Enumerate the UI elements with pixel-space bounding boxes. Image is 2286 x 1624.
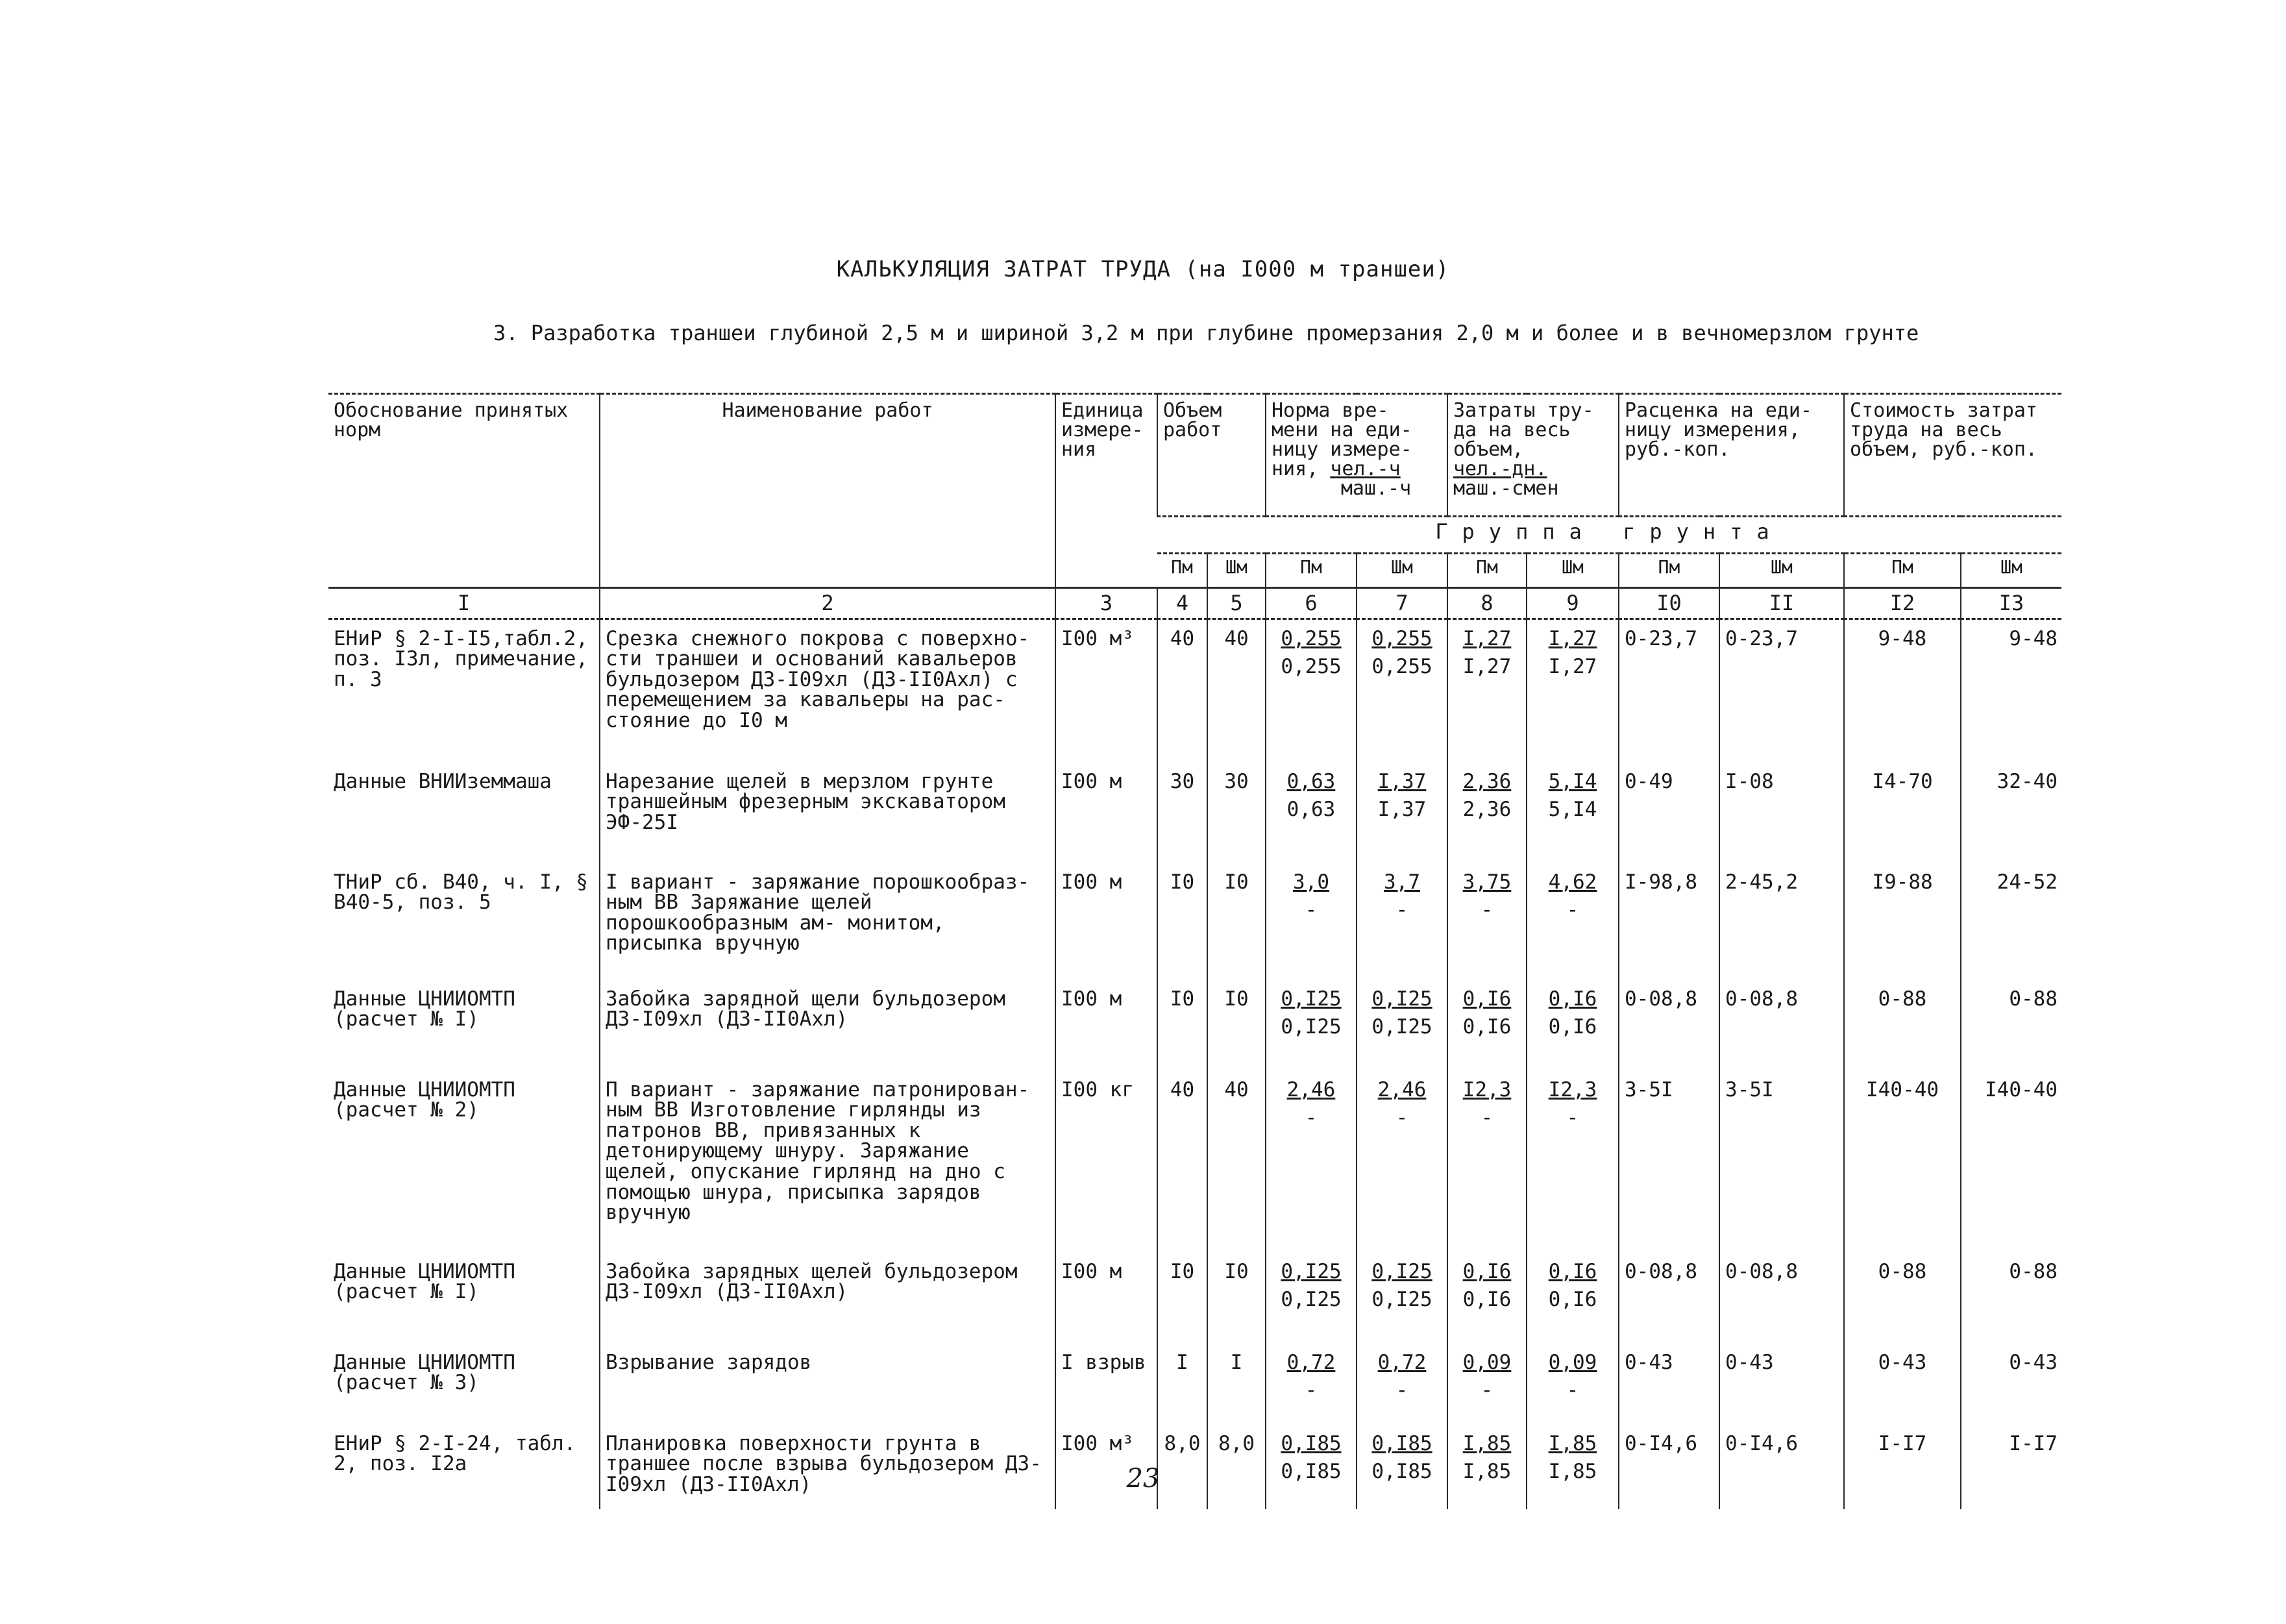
cost-shm-cell: 9-48 xyxy=(1961,619,2061,763)
time-norm-shm-cell-machine: 0,255 xyxy=(1371,655,1432,679)
labor-shm-cell xyxy=(1527,980,1619,1071)
labor-shm-cell-person: I,27 xyxy=(1548,626,1597,650)
header-rate: Расценка на еди- ницу измерения, руб.-коп. xyxy=(1619,394,1844,517)
volume-pm-cell: I0 xyxy=(1157,1253,1207,1344)
rate-pm-cell: 3-5I xyxy=(1619,1071,1719,1253)
rate-shm-cell: 0-08,8 xyxy=(1719,980,1844,1071)
basis-cell: Данные ВНИИземмаша xyxy=(334,769,552,793)
volume-shm-cell: I0 xyxy=(1207,863,1266,980)
labor-pm-cell-person: I2,3 xyxy=(1462,1077,1512,1101)
cost-pm-cell: I9-88 xyxy=(1844,863,1961,980)
header-row xyxy=(328,394,2061,517)
time-norm-shm-cell xyxy=(1357,980,1447,1071)
table-row xyxy=(328,1253,2061,1344)
time-norm-shm-cell-person: I,37 xyxy=(1377,769,1427,793)
cost-pm-cell: 0-88 xyxy=(1844,1253,1961,1344)
basis-cell: Данные ЦНИИОМТП (расчет № I) xyxy=(334,987,515,1031)
cost-shm-cell: 32-40 xyxy=(1961,763,2061,863)
labor-shm-cell xyxy=(1527,763,1619,863)
time-norm-pm-cell-person: 3,0 xyxy=(1293,870,1329,894)
time-norm-pm-cell xyxy=(1266,1344,1357,1425)
volume-shm-cell: 40 xyxy=(1207,619,1266,763)
header-labor-total-text: Затраты тру- да на весь объем, xyxy=(1453,399,1594,461)
sub-shm-9: Шм xyxy=(1527,554,1619,588)
cost-pm-cell: I40-40 xyxy=(1844,1071,1961,1253)
sub-shm-7: Шм xyxy=(1357,554,1447,588)
soil-group-label: Группа грунта xyxy=(1157,517,2061,554)
volume-pm-cell: 40 xyxy=(1157,1071,1207,1253)
rate-pm-cell: 0-43 xyxy=(1619,1344,1719,1425)
column-numbers-row xyxy=(328,588,2061,619)
rate-shm-cell: 0-23,7 xyxy=(1719,619,1844,763)
rate-shm-cell: I-08 xyxy=(1719,763,1844,863)
time-norm-shm-cell-machine: I,37 xyxy=(1377,798,1427,822)
cost-shm-cell: 0-88 xyxy=(1961,1253,2061,1344)
labor-pm-cell-person: I,27 xyxy=(1462,626,1512,650)
labor-shm-cell-person: 5,I4 xyxy=(1548,769,1597,793)
cost-shm-cell: I40-40 xyxy=(1961,1071,2061,1253)
time-norm-shm-cell-person: 3,7 xyxy=(1384,870,1420,894)
labor-shm-cell-person: I2,3 xyxy=(1548,1077,1597,1101)
time-norm-pm-cell-person: 0,72 xyxy=(1286,1350,1336,1374)
work-name-cell: Забойка зарядной щели бульдозером ДЗ-I09хл (ДЗ-II0Ахл) xyxy=(600,980,1055,1071)
labor-shm-cell-machine: 0,I6 xyxy=(1548,1015,1597,1039)
volume-pm-cell: I xyxy=(1157,1344,1207,1425)
volume-pm-cell: 8,0 xyxy=(1157,1425,1207,1509)
time-norm-pm-cell xyxy=(1266,863,1357,980)
labor-shm-cell-person: 0,I6 xyxy=(1548,987,1597,1011)
time-norm-pm-cell-person: 2,46 xyxy=(1286,1077,1336,1101)
cost-shm-cell: 0-88 xyxy=(1961,980,2061,1071)
unit-cell: I00 м³ xyxy=(1055,619,1157,763)
time-norm-pm-cell-machine: 0,I25 xyxy=(1281,1288,1342,1312)
time-norm-shm-cell-person: 0,I25 xyxy=(1371,987,1432,1011)
time-norm-pm-cell-machine: - xyxy=(1305,1379,1318,1403)
labor-shm-cell-machine: I,27 xyxy=(1548,655,1597,679)
labor-pm-cell-machine: - xyxy=(1481,898,1493,922)
work-name-cell: Срезка снежного покрова с поверхно- сти траншеи и оснований кавальеров бульдозером ДЗ-I09хл (ДЗ-II0Ахл) с перемещением за кавальеры на рас- стояние до I0 м xyxy=(600,619,1055,763)
labor-shm-cell xyxy=(1527,1344,1619,1425)
col-number: II xyxy=(1719,588,1844,619)
labor-pm-cell xyxy=(1447,980,1527,1071)
time-norm-pm-cell-person: 0,I85 xyxy=(1281,1431,1342,1455)
rate-shm-cell: 3-5I xyxy=(1719,1071,1844,1253)
labor-shm-cell-person: 0,09 xyxy=(1548,1350,1597,1374)
header-work-name: Наименование работ xyxy=(600,394,1055,588)
rate-pm-cell: I-98,8 xyxy=(1619,863,1719,980)
time-norm-pm-cell-person: 0,255 xyxy=(1281,626,1342,650)
work-name-cell: Забойка зарядных щелей бульдозером ДЗ-I09хл (ДЗ-II0Ахл) xyxy=(600,1253,1055,1344)
cost-pm-cell: 9-48 xyxy=(1844,619,1961,763)
unit-cell: I00 кг xyxy=(1055,1071,1157,1253)
time-norm-shm-cell-machine: - xyxy=(1395,898,1408,922)
volume-pm-cell: I0 xyxy=(1157,980,1207,1071)
labor-pm-cell xyxy=(1447,619,1527,763)
time-norm-pm-cell-person: 0,I25 xyxy=(1281,987,1342,1011)
labor-shm-cell-machine: - xyxy=(1566,1379,1579,1403)
sub-shm-13: Шм xyxy=(1961,554,2061,588)
rate-pm-cell: 0-23,7 xyxy=(1619,619,1719,763)
volume-pm-cell: 30 xyxy=(1157,763,1207,863)
labor-shm-cell-machine: I,85 xyxy=(1548,1460,1597,1484)
rate-pm-cell: 0-08,8 xyxy=(1619,1253,1719,1344)
labor-pm-cell-person: I,85 xyxy=(1462,1431,1512,1455)
volume-shm-cell: I0 xyxy=(1207,1253,1266,1344)
labor-pm-cell-person: 2,36 xyxy=(1462,769,1512,793)
labor-shm-cell-machine: - xyxy=(1566,898,1579,922)
work-name-cell: Планировка поверхности грунта в траншее после взрыва бульдозером ДЗ-I09хл (ДЗ-II0Ахл) xyxy=(600,1425,1055,1509)
time-norm-pm-cell xyxy=(1266,1071,1357,1253)
labor-shm-cell-machine: 0,I6 xyxy=(1548,1288,1597,1312)
work-name-cell: Взрывание зарядов xyxy=(600,1344,1055,1425)
col-number: I3 xyxy=(1961,588,2061,619)
labor-pm-cell-person: 3,75 xyxy=(1462,870,1512,894)
cost-pm-cell: 0-43 xyxy=(1844,1344,1961,1425)
labor-shm-cell xyxy=(1527,863,1619,980)
labor-pm-cell-machine: 0,I6 xyxy=(1462,1015,1512,1039)
basis-cell: Данные ЦНИИОМТП (расчет № I) xyxy=(334,1259,515,1304)
labor-pm-cell-machine: 0,I6 xyxy=(1462,1288,1512,1312)
time-norm-shm-cell-person: 0,72 xyxy=(1377,1350,1427,1374)
unit-cell: I00 м xyxy=(1055,863,1157,980)
time-norm-shm-cell-machine: - xyxy=(1395,1106,1408,1130)
volume-shm-cell: 30 xyxy=(1207,763,1266,863)
basis-cell: ЕНиР § 2-I-24, табл. 2, поз. I2а xyxy=(334,1431,576,1476)
cost-pm-cell: 0-88 xyxy=(1844,980,1961,1071)
time-norm-shm-cell-person: 0,255 xyxy=(1371,626,1432,650)
time-norm-pm-cell-machine: 0,I85 xyxy=(1281,1460,1342,1484)
table-body xyxy=(328,394,2061,1509)
col-number: 8 xyxy=(1447,588,1527,619)
labor-pm-cell xyxy=(1447,863,1527,980)
page-number: 23 xyxy=(1126,1464,1160,1494)
col-number: 2 xyxy=(600,588,1055,619)
col-number: 3 xyxy=(1055,588,1157,619)
col-number: I2 xyxy=(1844,588,1961,619)
work-name-cell: Нарезание щелей в мерзлом грунте траншейным фрезерным экскаватором ЭФ-25I xyxy=(600,763,1055,863)
col-number: 9 xyxy=(1527,588,1619,619)
sub-pm-12: Пм xyxy=(1844,554,1961,588)
header-labor-total xyxy=(1447,394,1619,517)
time-norm-shm-cell xyxy=(1357,863,1447,980)
time-norm-shm-cell-person: 0,I85 xyxy=(1371,1431,1432,1455)
col-number: 5 xyxy=(1207,588,1266,619)
volume-shm-cell: 40 xyxy=(1207,1071,1266,1253)
table-row xyxy=(328,763,2061,863)
time-norm-shm-cell-machine: - xyxy=(1395,1379,1408,1403)
time-norm-shm-cell xyxy=(1357,1253,1447,1344)
volume-shm-cell: 8,0 xyxy=(1207,1425,1266,1509)
unit-cell: I00 м xyxy=(1055,980,1157,1071)
time-norm-shm-cell-machine: 0,I25 xyxy=(1371,1015,1432,1039)
cost-shm-cell: I-I7 xyxy=(1961,1425,2061,1509)
labor-shm-cell-machine: 5,I4 xyxy=(1548,798,1597,822)
sub-pm-6: Пм xyxy=(1266,554,1357,588)
section-subtitle: 3. Разработка траншеи глубиной 2,5 м и шириной 3,2 м при глубине промерзания 2,0 м и более и в вечномерзлом грунте xyxy=(493,321,1919,345)
labor-pm-cell-person: 0,09 xyxy=(1462,1350,1512,1374)
time-norm-pm-cell xyxy=(1266,619,1357,763)
sub-pm-4: Пм xyxy=(1157,554,1207,588)
document-title: КАЛЬКУЛЯЦИЯ ЗАТРАТ ТРУДА (на I000 м траншеи) xyxy=(836,256,1450,282)
sub-pm-10: Пм xyxy=(1619,554,1719,588)
work-name-cell: I вариант - заряжание порошкообраз- ным ВВ Заряжание щелей порошкообразным ам- монитом, присыпка вручную xyxy=(600,863,1055,980)
time-norm-pm-cell xyxy=(1266,763,1357,863)
labor-pm-cell xyxy=(1447,1344,1527,1425)
rate-pm-cell: 0-49 xyxy=(1619,763,1719,863)
table-row xyxy=(328,980,2061,1071)
labor-pm-cell xyxy=(1447,763,1527,863)
labor-shm-cell xyxy=(1527,1253,1619,1344)
cost-pm-cell: I4-70 xyxy=(1844,763,1961,863)
labor-pm-cell-machine: I,27 xyxy=(1462,655,1512,679)
table-row xyxy=(328,1071,2061,1253)
basis-cell: ЕНиР § 2-I-I5,табл.2, поз. I3л, примечание, п. 3 xyxy=(334,626,588,691)
time-norm-pm-cell-machine: 0,255 xyxy=(1281,655,1342,679)
header-labor-total-machine: маш.-смен xyxy=(1453,477,1559,500)
labor-pm-cell-person: 0,I6 xyxy=(1462,1259,1512,1283)
basis-cell: Данные ЦНИИОМТП (расчет № 3) xyxy=(334,1350,515,1395)
labor-cost-table xyxy=(328,393,2061,1509)
time-norm-shm-cell-person: 0,I25 xyxy=(1371,1259,1432,1283)
rate-shm-cell: 0-08,8 xyxy=(1719,1253,1844,1344)
col-number: 4 xyxy=(1157,588,1207,619)
basis-cell: ТНиР сб. В40, ч. I, § В40-5, поз. 5 xyxy=(334,870,588,915)
rate-pm-cell: 0-I4,6 xyxy=(1619,1425,1719,1509)
labor-pm-cell-machine: I,85 xyxy=(1462,1460,1512,1484)
time-norm-pm-cell xyxy=(1266,1253,1357,1344)
unit-cell: I00 м xyxy=(1055,1253,1157,1344)
col-number: I0 xyxy=(1619,588,1719,619)
time-norm-pm-cell-person: 0,63 xyxy=(1286,769,1336,793)
labor-pm-cell-machine: - xyxy=(1481,1379,1493,1403)
cost-shm-cell: 24-52 xyxy=(1961,863,2061,980)
header-volume: Объем работ xyxy=(1157,394,1266,517)
header-time-norm-text: Норма вре- мени на еди- ницу измере- ния, xyxy=(1272,399,1412,480)
labor-pm-cell-person: 0,I6 xyxy=(1462,987,1512,1011)
header-time-norm-machine: маш.-ч xyxy=(1340,477,1412,500)
table-row xyxy=(328,863,2061,980)
volume-pm-cell: 40 xyxy=(1157,619,1207,763)
labor-pm-cell xyxy=(1447,1071,1527,1253)
labor-shm-cell-machine: - xyxy=(1566,1106,1579,1130)
time-norm-shm-cell xyxy=(1357,1071,1447,1253)
table-row xyxy=(328,1344,2061,1425)
rate-shm-cell: 0-43 xyxy=(1719,1344,1844,1425)
volume-shm-cell: I0 xyxy=(1207,980,1266,1071)
labor-shm-cell-person: 4,62 xyxy=(1548,870,1597,894)
header-cost: Стоимость затрат труда на весь объем, руб.-коп. xyxy=(1844,394,2061,517)
time-norm-shm-cell-machine: 0,I85 xyxy=(1371,1460,1432,1484)
labor-pm-cell xyxy=(1447,1253,1527,1344)
unit-cell: I взрыв xyxy=(1055,1344,1157,1425)
labor-shm-cell xyxy=(1527,619,1619,763)
header-labor-total-person: чел.-дн. xyxy=(1453,458,1547,480)
header-unit: Единица измере- ния xyxy=(1055,394,1157,588)
time-norm-pm-cell-machine: 0,I25 xyxy=(1281,1015,1342,1039)
rate-pm-cell: 0-08,8 xyxy=(1619,980,1719,1071)
time-norm-shm-cell-machine: 0,I25 xyxy=(1371,1288,1432,1312)
cost-pm-cell: I-I7 xyxy=(1844,1425,1961,1509)
time-norm-pm-cell-machine: 0,63 xyxy=(1286,798,1336,822)
time-norm-pm-cell-machine: - xyxy=(1305,1106,1318,1130)
header-time-norm-person: чел.-ч xyxy=(1330,458,1401,480)
time-norm-pm-cell-machine: - xyxy=(1305,898,1318,922)
cost-shm-cell: 0-43 xyxy=(1961,1344,2061,1425)
time-norm-shm-cell xyxy=(1357,619,1447,763)
table-row xyxy=(328,619,2061,763)
rate-shm-cell: 2-45,2 xyxy=(1719,863,1844,980)
sub-pm-8: Пм xyxy=(1447,554,1527,588)
volume-pm-cell: I0 xyxy=(1157,863,1207,980)
time-norm-pm-cell-person: 0,I25 xyxy=(1281,1259,1342,1283)
basis-cell: Данные ЦНИИОМТП (расчет № 2) xyxy=(334,1077,515,1122)
unit-cell: I00 м xyxy=(1055,763,1157,863)
col-number: 6 xyxy=(1266,588,1357,619)
labor-pm-cell-machine: 2,36 xyxy=(1462,798,1512,822)
labor-shm-cell xyxy=(1527,1071,1619,1253)
col-number: I xyxy=(328,588,600,619)
sub-shm-5: Шм xyxy=(1207,554,1266,588)
rate-shm-cell: 0-I4,6 xyxy=(1719,1425,1844,1509)
time-norm-shm-cell xyxy=(1357,1344,1447,1425)
time-norm-shm-cell-person: 2,46 xyxy=(1377,1077,1427,1101)
col-number: 7 xyxy=(1357,588,1447,619)
unit-cell: I00 м³ xyxy=(1055,1425,1157,1509)
header-basis: Обоснование принятых норм xyxy=(328,394,600,588)
labor-pm-cell-machine: - xyxy=(1481,1106,1493,1130)
volume-shm-cell: I xyxy=(1207,1344,1266,1425)
labor-shm-cell-person: I,85 xyxy=(1548,1431,1597,1455)
time-norm-pm-cell xyxy=(1266,980,1357,1071)
sub-shm-11: Шм xyxy=(1719,554,1844,588)
header-time-norm xyxy=(1266,394,1447,517)
labor-shm-cell-person: 0,I6 xyxy=(1548,1259,1597,1283)
work-name-cell: П вариант - заряжание патронирован- ным ВВ Изготовление гирлянды из патронов ВВ, привязанных к детонирующему шнуру. Заряжание щелей, опускание гирлянд на дно с помощью шнура, присыпка зарядов вручную xyxy=(600,1071,1055,1253)
time-norm-shm-cell xyxy=(1357,763,1447,863)
